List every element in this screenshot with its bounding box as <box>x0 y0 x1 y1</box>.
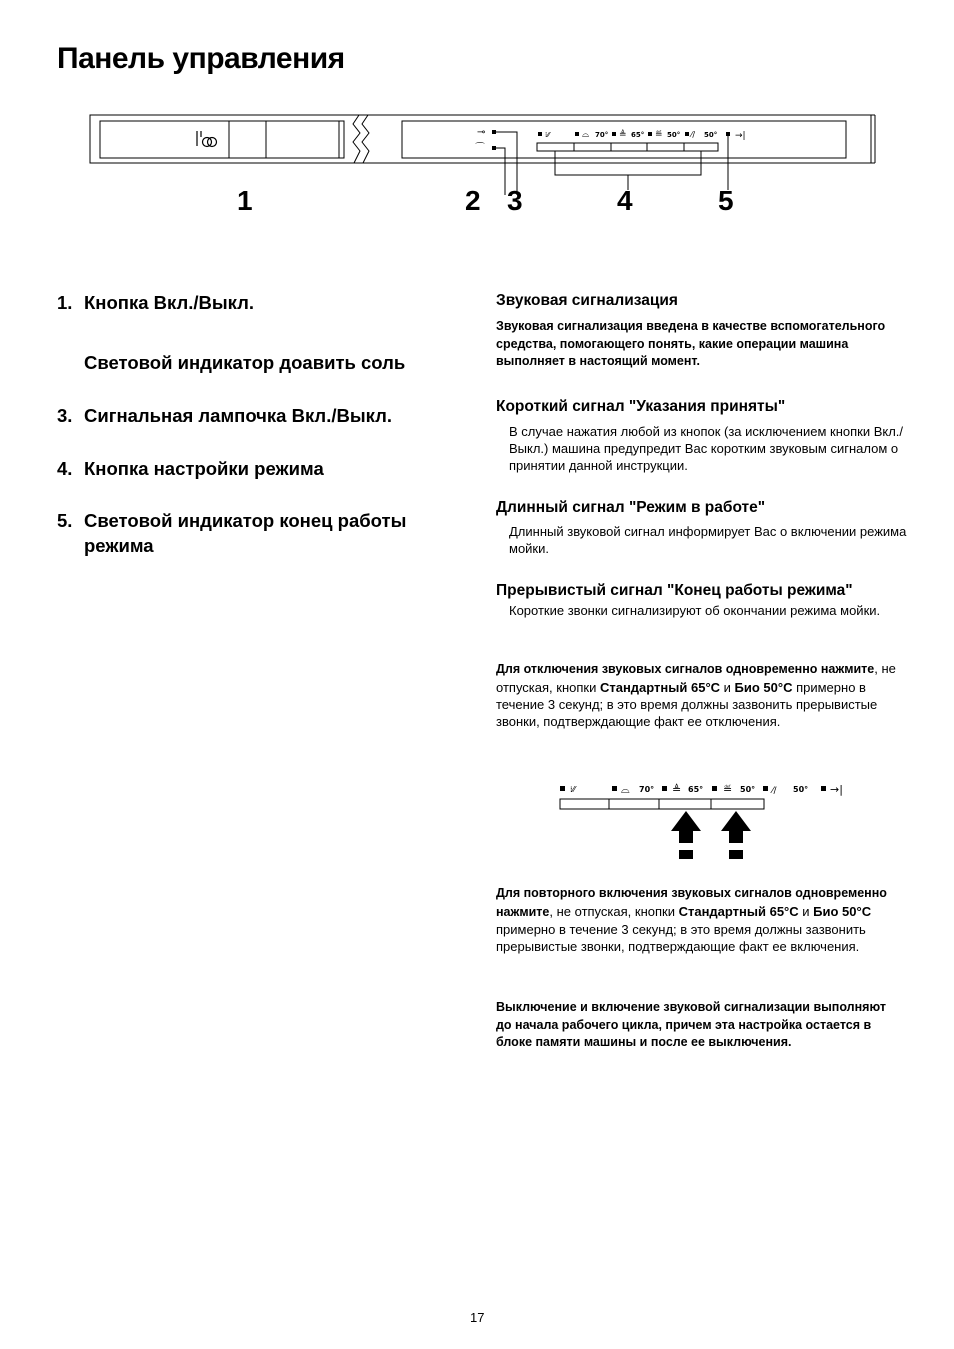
panel-outline <box>90 115 875 163</box>
section-text-sound: Звуковая сигнализация введена в качестве вспомогательного средства, помогающего понять, какие операции машина выполняет в настоящий момент. <box>496 319 886 368</box>
glass-icon-small: ⁄∕ <box>772 786 777 796</box>
break-mark-right <box>362 115 369 163</box>
callout-5: 5 <box>718 185 734 216</box>
section-heading-intermittent: Прерывистый сигнал "Конец работы режима" <box>496 582 853 599</box>
callout-4: 4 <box>617 185 633 216</box>
page-number: 17 <box>470 1310 485 1325</box>
arrow-base-2 <box>729 850 743 859</box>
glass-icon: ⁄∕ <box>691 130 696 139</box>
mains-icon: ⌒ <box>475 143 485 154</box>
temp-70-small: 70° <box>639 785 655 794</box>
press-arrows <box>671 811 751 859</box>
power-icon <box>197 131 217 147</box>
arrow-up-icon-2 <box>721 811 751 843</box>
arrow-base-1 <box>679 850 693 859</box>
panel-left-inner <box>100 121 344 158</box>
callout-2: 2 <box>465 185 481 216</box>
on-off-button-outline <box>229 121 266 158</box>
temp-70: 70° <box>595 131 609 139</box>
program-buttons-small <box>560 799 764 809</box>
plates-icon: ≜ <box>619 130 627 140</box>
prerinse-icon: ⁞⁄⁄ <box>545 131 550 139</box>
section-text-short: В случае нажатия любой из кнопок (за исключением кнопки Вкл./Выкл.) машина предупредит Вас коротким звуковым сигналом о принятии данной инструкции. <box>509 424 904 473</box>
temp-65-small: 65° <box>688 785 704 794</box>
end-icon-small: →| <box>830 783 843 796</box>
arrow-up-icon-1 <box>671 811 701 843</box>
enable-instructions: Для повторного включения звуковых сигналов одновременно нажмите, не отпуская, кнопки Стандартный 65°С и Био 50°С примерно в течение 3 секунд; в это время должны зазвонить прерывистые звонки, подтверждающие факт ее включения. <box>496 886 887 954</box>
legend-item-4: 4. Кнопка настройки режима <box>57 458 324 479</box>
legend-item-3: 3. Сигнальная лампочка Вкл./Выкл. <box>57 405 393 426</box>
legend-item-1: 1. Кнопка Вкл./Выкл. <box>57 292 255 313</box>
pot-icon-small: ⌓ <box>621 783 630 796</box>
bio-icon-small: ≝ <box>723 783 733 796</box>
bio-icon: ≝ <box>655 130 663 140</box>
memory-note: Выключение и включение звуковой сигнализации выполняют до начала рабочего цикла, причем эта настройка остается в блоке памяти машины и после ее выключения. <box>496 1000 886 1049</box>
legend-item-5: 5. Световой индикатор конец работы режима <box>57 510 407 556</box>
section-text-long: Длинный звуковой сигнал информирует Вас о включении режима мойки. <box>509 524 907 556</box>
section-heading-sound: Звуковая сигнализация <box>496 292 678 309</box>
section-heading-long: Длинный сигнал "Режим в работе" <box>496 499 766 516</box>
callout-3: 3 <box>507 185 523 216</box>
disable-instructions: Для отключения звуковых сигналов одновременно нажмите, не отпуская, кнопки Стандартный 65°С и Био 50°С примерно в течение 3 секунд; в это время должны зазвонить прерывистые звонки, подтверждающие факт ее отключения. <box>496 661 896 729</box>
pot-icon: ⌓ <box>582 130 590 140</box>
temp-50a-small: 50° <box>740 785 756 794</box>
callout-1: 1 <box>237 185 253 216</box>
end-icon: →| <box>735 131 746 141</box>
page-title: Панель управления <box>57 42 345 75</box>
legend-item-2: Световой индикатор доавить соль <box>84 352 406 373</box>
salt-icon: ⊸ <box>477 127 486 138</box>
temp-50a: 50° <box>667 131 681 139</box>
program-row <box>538 129 746 141</box>
break-mark-left <box>353 115 360 163</box>
leader-2 <box>496 148 505 195</box>
temp-50b-small: 50° <box>793 785 809 794</box>
section-heading-short: Короткий сигнал "Указания приняты" <box>496 398 786 415</box>
plates-icon-small: ≜ <box>672 783 682 796</box>
prerinse-icon-small: ⁞⁄⁄ <box>570 785 576 794</box>
temp-65: 65° <box>631 131 645 139</box>
temp-50b: 50° <box>704 131 718 139</box>
section-text-intermittent: Короткие звонки сигнализируют об окончании режима мойки. <box>509 603 881 618</box>
buttons-press-diagram <box>555 775 855 865</box>
